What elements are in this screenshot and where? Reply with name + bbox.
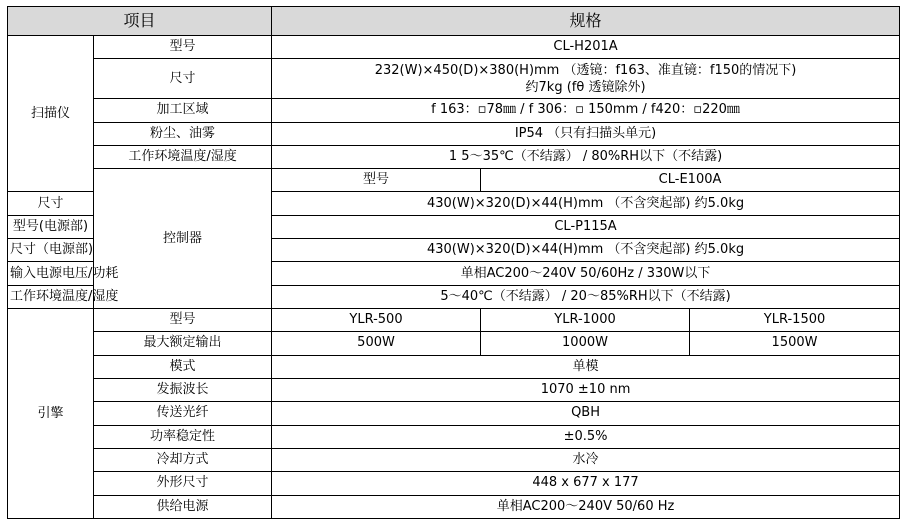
table-row [8, 332, 900, 355]
table-row [8, 378, 900, 401]
table-row [8, 169, 900, 192]
power-cell: 500W [272, 332, 481, 355]
row-value: ±0.5% [272, 425, 900, 448]
power-cell: 1000W [481, 332, 690, 355]
row-label: 型号 [94, 35, 272, 58]
row-label: 粉尘、油雾 [94, 122, 272, 145]
model-cell: YLR-500 [272, 309, 481, 332]
row-label: 型号 [94, 309, 272, 332]
table-row [8, 425, 900, 448]
row-value: 单相AC200～240V 50/60 Hz [272, 495, 900, 518]
row-label: 型号(电源部) [8, 215, 94, 238]
spec-table [7, 6, 900, 519]
table-row [8, 35, 900, 58]
table-row [8, 309, 900, 332]
model-cell: YLR-1000 [481, 309, 690, 332]
engine-group-label: 引擎 [8, 309, 94, 519]
row-label: 尺寸 [94, 58, 272, 98]
row-value: 430(W)×320(D)×44(H)mm （不含突起部) 约5.0kg [272, 239, 900, 262]
size-line-2: 约7kg (fθ 透镜除外) [525, 79, 646, 95]
row-value: CL-P115A [272, 215, 900, 238]
row-label: 最大额定输出 [94, 332, 272, 355]
row-value: f 163：▫78㎜ / f 306：▫ 150mm / f420：▫220㎜ [272, 99, 900, 122]
table-row [8, 58, 900, 98]
row-label: 加工区域 [94, 99, 272, 122]
row-label: 型号 [272, 169, 481, 192]
table-row [8, 402, 900, 425]
row-value: 448 x 677 x 177 [272, 472, 900, 495]
row-value: 1070 ±10 nm [272, 378, 900, 401]
row-value: 单模 [272, 355, 900, 378]
row-value: CL-E100A [481, 169, 900, 192]
row-label: 尺寸（电源部) [8, 239, 94, 262]
row-value: 单相AC200～240V 50/60Hz / 330W以下 [272, 262, 900, 285]
table-row [8, 99, 900, 122]
table-row [8, 495, 900, 518]
table-row [8, 472, 900, 495]
row-label: 外形尺寸 [94, 472, 272, 495]
row-label: 传送光纤 [94, 402, 272, 425]
header-row [8, 7, 900, 36]
row-value: 430(W)×320(D)×44(H)mm （不含突起部) 约5.0kg [272, 192, 900, 215]
row-label: 工作环境温度/湿度 [8, 285, 94, 308]
row-label: 供给电源 [94, 495, 272, 518]
controller-group-label: 控制器 [94, 169, 272, 309]
power-cell: 1500W [690, 332, 900, 355]
header-item: 项目 [8, 7, 272, 36]
row-label: 输入电源电压/功耗 [8, 262, 94, 285]
row-value: QBH [272, 402, 900, 425]
row-label: 功率稳定性 [94, 425, 272, 448]
row-value: 5～40℃（不结露） / 20～85%RH以下（不结露) [272, 285, 900, 308]
table-row [8, 448, 900, 471]
model-cell: YLR-1500 [690, 309, 900, 332]
row-label: 冷却方式 [94, 448, 272, 471]
table-row [8, 145, 900, 168]
row-value: 1 5～35℃（不结露） / 80%RH以下（不结露) [272, 145, 900, 168]
table-row [8, 122, 900, 145]
size-line-1: 232(W)×450(D)×380(H)mm （透镜：f163、准直镜：f150的情况下) [374, 62, 797, 78]
table-row [8, 355, 900, 378]
row-label: 模式 [94, 355, 272, 378]
scanner-group-label: 扫描仪 [8, 35, 94, 192]
row-label: 发振波长 [94, 378, 272, 401]
row-value-multiline [272, 58, 900, 98]
row-value: IP54 （只有扫描头单元) [272, 122, 900, 145]
row-label: 工作环境温度/湿度 [94, 145, 272, 168]
header-spec: 规格 [272, 7, 900, 36]
row-value: 水冷 [272, 448, 900, 471]
row-value: CL-H201A [272, 35, 900, 58]
row-label: 尺寸 [8, 192, 94, 215]
